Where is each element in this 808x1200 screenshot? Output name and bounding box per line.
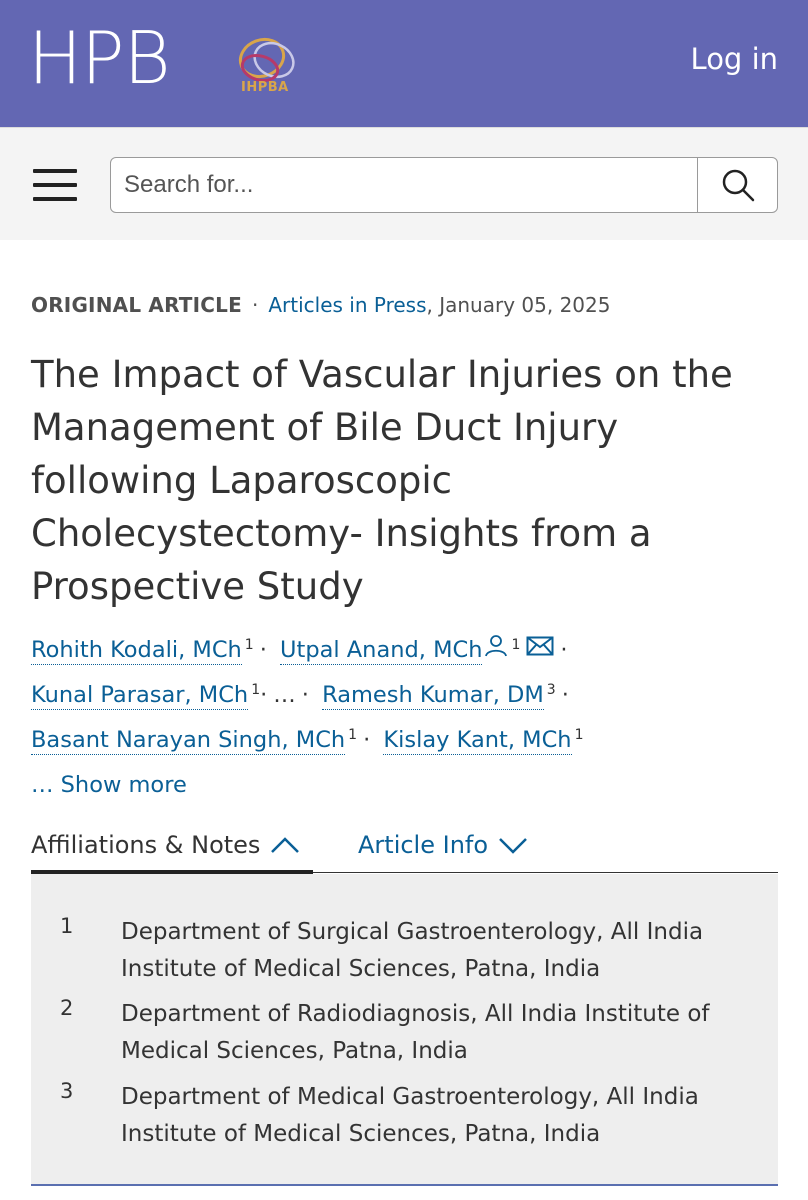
panel-bottom-border <box>31 1184 778 1186</box>
author-affiliation-ref: 3 <box>546 682 556 698</box>
email-icon[interactable] <box>526 636 554 656</box>
hamburger-menu-icon[interactable] <box>33 169 77 201</box>
search-icon <box>721 168 755 202</box>
chevron-up-icon <box>270 836 300 854</box>
author-link[interactable]: Rohith Kodali, MCh <box>31 637 242 663</box>
show-more-authors-button[interactable]: … Show more <box>31 772 187 798</box>
affiliation-text: Department of Surgical Gastroenterology, All India Institute of Medical Sciences, Patna, India <box>121 919 704 982</box>
publication-date: , January 05, 2025 <box>426 293 611 317</box>
search-bar <box>0 127 808 240</box>
article-type: ORIGINAL ARTICLE <box>31 293 242 317</box>
search-input[interactable] <box>111 158 699 212</box>
site-header <box>0 0 808 127</box>
search-box <box>110 157 778 213</box>
tab-label: Affiliations & Notes <box>31 831 261 859</box>
affiliations-panel <box>31 874 778 1184</box>
tab-affiliations-notes[interactable] <box>31 826 300 864</box>
meta-separator: · <box>251 293 259 317</box>
affiliation-text: Department of Radiodiagnosis, All India Institute of Medical Sciences, Patna, India <box>121 1001 710 1064</box>
articles-in-press-link[interactable]: Articles in Press <box>268 293 427 317</box>
journal-logo[interactable]: HPB <box>28 16 170 100</box>
hidden-authors-ellipsis[interactable]: … <box>273 682 296 708</box>
author-affiliation-ref: 1 <box>511 637 521 653</box>
affiliation-number: 2 <box>60 996 74 1020</box>
article-meta <box>31 293 610 317</box>
author-affiliation-ref: 1 <box>251 682 261 698</box>
article-title: The Impact of Vascular Injuries on the Management of Bile Duct Injury following Laparoscopic Cholecystectomy- Insights from a Prospective Study <box>31 353 733 608</box>
affiliation-text: Department of Medical Gastroenterology, All India Institute of Medical Sciences, Patna, India <box>121 1084 699 1147</box>
tab-article-info[interactable] <box>358 826 528 864</box>
corresponding-author-icon <box>484 633 508 657</box>
author-link[interactable]: Ramesh Kumar, DM <box>322 682 544 708</box>
author-list: Rohith Kodali, MCh $^1$ · Utpal Anand, MCh $^1$ · Kunal Parasar, MCh $^1$· … · Ramesh Kumar, DM $^3$ · Basant Narayan Singh, MCh $^1$ · Kislay Kant, MCh $^1$ … Show more <box>31 628 781 808</box>
author-affiliation-ref: 1 <box>244 637 254 653</box>
tab-label: Article Info <box>358 831 489 859</box>
affiliation-number: 3 <box>60 1079 74 1103</box>
author-link[interactable]: Kunal Parasar, MCh <box>31 682 249 708</box>
author-link[interactable]: Basant Narayan Singh, MCh <box>31 727 346 753</box>
society-name: IHPBA <box>241 80 289 95</box>
author-affiliation-ref: 1 <box>348 727 358 743</box>
author-affiliation-ref: 1 <box>574 727 584 743</box>
login-link[interactable]: Log in <box>690 42 778 76</box>
chevron-down-icon <box>498 836 528 854</box>
affiliation-number: 1 <box>60 914 74 938</box>
article-tabs <box>31 826 778 873</box>
author-link[interactable]: Kislay Kant, MCh <box>383 727 572 753</box>
search-button[interactable] <box>697 158 777 212</box>
author-link[interactable]: Utpal Anand, MCh <box>280 637 483 663</box>
